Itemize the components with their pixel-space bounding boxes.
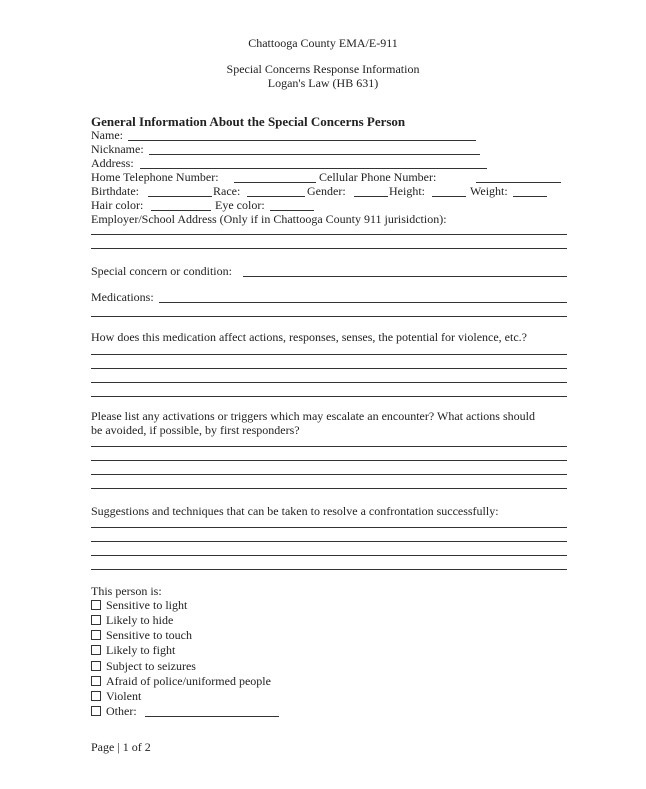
option-label: Other: — [106, 704, 137, 718]
section-title: General Information About the Special Concerns Person — [91, 114, 406, 129]
triggers-line-3[interactable] — [91, 474, 567, 475]
option-label: Subject to seizures — [106, 659, 196, 673]
checkbox[interactable] — [91, 615, 101, 625]
concern-label: Special concern or condition: — [91, 264, 232, 278]
employer-line-1[interactable] — [91, 234, 567, 235]
triggers-line-1[interactable] — [91, 446, 567, 447]
med-effect-line-4[interactable] — [91, 396, 567, 397]
checkbox[interactable] — [91, 600, 101, 610]
concern-field[interactable] — [243, 276, 567, 277]
checkbox-option[interactable] — [91, 659, 196, 673]
suggestions-label: Suggestions and techniques that can be taken to resolve a confrontation successfully: — [91, 504, 499, 518]
agency-title: Chattooga County EMA/E-911 — [248, 36, 398, 50]
cell-phone-field[interactable] — [476, 182, 561, 183]
med-effect-line-3[interactable] — [91, 382, 567, 383]
checkbox-option[interactable] — [91, 704, 137, 718]
address-field[interactable] — [140, 168, 487, 169]
suggestions-line-4[interactable] — [91, 569, 567, 570]
checkbox[interactable] — [91, 676, 101, 686]
checkbox[interactable] — [91, 706, 101, 716]
race-field[interactable] — [247, 196, 305, 197]
employer-label: Employer/School Address (Only if in Chattooga County 911 jurisidction): — [91, 212, 447, 226]
medications-field[interactable] — [159, 302, 567, 303]
person-is-label: This person is: — [91, 584, 162, 598]
weight-field[interactable] — [513, 196, 547, 197]
home-phone-field[interactable] — [234, 182, 316, 183]
suggestions-line-1[interactable] — [91, 527, 567, 528]
hair-color-field[interactable] — [151, 210, 211, 211]
address-label: Address: — [91, 156, 134, 170]
checkbox-option[interactable] — [91, 689, 141, 703]
eye-color-field[interactable] — [270, 210, 314, 211]
height-label: Height: — [389, 184, 425, 198]
medications-label: Medications: — [91, 290, 154, 304]
option-label: Likely to hide — [106, 613, 174, 627]
gender-label: Gender: — [307, 184, 346, 198]
suggestions-line-2[interactable] — [91, 541, 567, 542]
suggestions-line-3[interactable] — [91, 555, 567, 556]
cell-phone-label: Cellular Phone Number: — [319, 170, 437, 184]
name-field[interactable] — [128, 140, 476, 141]
checkbox[interactable] — [91, 630, 101, 640]
law-title: Logan's Law (HB 631) — [267, 76, 379, 90]
height-field[interactable] — [432, 196, 466, 197]
option-label: Likely to fight — [106, 643, 176, 657]
triggers-line-2[interactable] — [91, 460, 567, 461]
gender-field[interactable] — [354, 196, 388, 197]
triggers-label-1: Please list any activations or triggers which may escalate an encounter? What actions should — [91, 409, 535, 423]
checkbox-option[interactable] — [91, 643, 175, 657]
checkbox-option[interactable] — [91, 598, 187, 612]
option-label: Sensitive to touch — [106, 628, 192, 642]
checkbox-option[interactable] — [91, 674, 271, 688]
option-label: Sensitive to light — [106, 598, 188, 612]
birthdate-label: Birthdate: — [91, 184, 139, 198]
home-phone-label: Home Telephone Number: — [91, 170, 219, 184]
other-field[interactable] — [145, 716, 279, 717]
medications-line-2[interactable] — [91, 316, 567, 317]
option-label: Violent — [106, 689, 142, 703]
birthdate-field[interactable] — [148, 196, 212, 197]
eye-color-label: Eye color: — [215, 198, 265, 212]
triggers-line-4[interactable] — [91, 488, 567, 489]
checkbox[interactable] — [91, 691, 101, 701]
hair-color-label: Hair color: — [91, 198, 144, 212]
race-label: Race: — [213, 184, 241, 198]
med-effect-line-1[interactable] — [91, 354, 567, 355]
checkbox-option[interactable] — [91, 613, 173, 627]
triggers-label-2: be avoided, if possible, by first responders? — [91, 423, 300, 437]
weight-label: Weight: — [470, 184, 508, 198]
checkbox[interactable] — [91, 645, 101, 655]
form-subtitle: Special Concerns Response Information — [226, 62, 420, 76]
employer-line-2[interactable] — [91, 248, 567, 249]
nickname-field[interactable] — [149, 154, 480, 155]
checkbox-option[interactable] — [91, 628, 192, 642]
page-number: Page | 1 of 2 — [91, 740, 151, 754]
nickname-label: Nickname: — [91, 142, 144, 156]
option-label: Afraid of police/uniformed people — [106, 674, 271, 688]
med-effect-label: How does this medication affect actions, responses, senses, the potential for violence, etc.? — [91, 330, 527, 344]
med-effect-line-2[interactable] — [91, 368, 567, 369]
checkbox[interactable] — [91, 661, 101, 671]
name-label: Name: — [91, 128, 123, 142]
